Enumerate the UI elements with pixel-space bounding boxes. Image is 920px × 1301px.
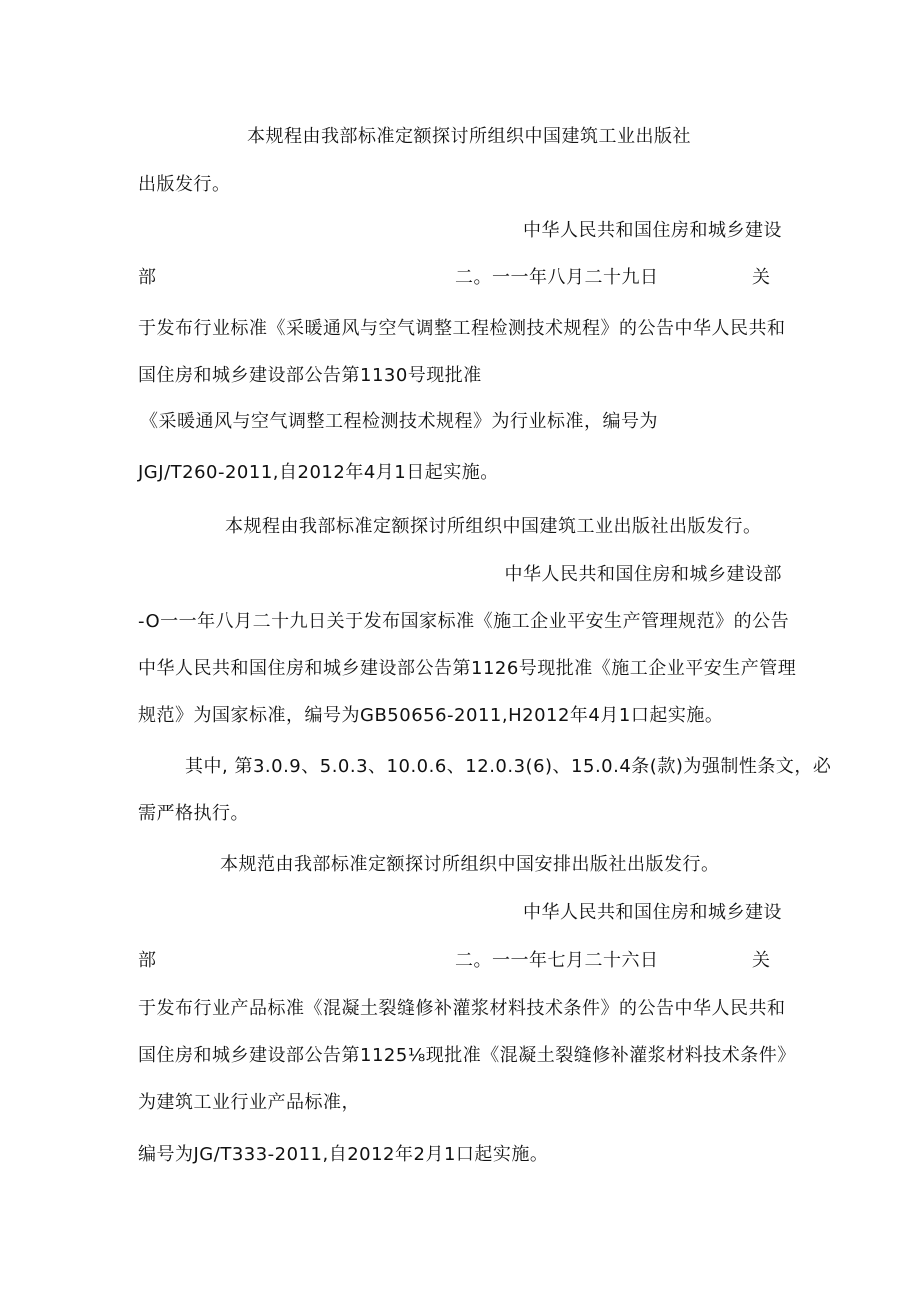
paragraph-line: 中华人民共和国住房和城乡建设部公告第1126号现批准《施工企业平安生产管理 (138, 658, 797, 679)
issuer-line: 中华人民共和国住房和城乡建设 (523, 902, 782, 923)
paragraph-line: 其中, 第3.0.9、5.0.3、10.0.6、12.0.3(6)、15.0.4条(款)为强制性条文，必 (185, 756, 832, 777)
paragraph-line: 编号为JG/T333-2011,自2012年2月1口起实施。 (138, 1144, 549, 1165)
paragraph-line: 国住房和城乡建设部公告第1130号现批准 (138, 365, 482, 386)
date-line: 二。一一年八月二十九日 (455, 267, 659, 288)
paragraph-line: 为建筑工业行业产品标准， (138, 1092, 360, 1113)
paragraph-start: 关 (752, 950, 771, 971)
paragraph-line: 国住房和城乡建设部公告第1125⅛现批准《混凝土裂缝修补灌浆材料技术条件》 (138, 1045, 796, 1066)
paragraph-line: 本规程由我部标准定额探讨所组织中国建筑工业出版社出版发行。 (225, 516, 762, 537)
paragraph-line: 于发布行业产品标准《混凝土裂缝修补灌浆材料技术条件》的公告中华人民共和 (138, 998, 786, 1019)
paragraph-line: 本规范由我部标准定额探讨所组织中国安排出版社出版发行。 (220, 854, 720, 875)
paragraph-start: 关 (752, 267, 771, 288)
paragraph-line: 出版发行。 (138, 174, 231, 195)
paragraph-line: 本规程由我部标准定额探讨所组织中国建筑工业出版社 (247, 126, 691, 147)
paragraph-line: 规范》为国家标准，编号为GB50656-2011,H2012年4月1口起实施。 (138, 705, 724, 726)
paragraph-line: 《采暖通风与空气调整工程检测技术规程》为行业标准，编号为 (140, 411, 658, 432)
paragraph-line: -O一一年八月二十九日关于发布国家标准《施工企业平安生产管理规范》的公告 (138, 611, 790, 632)
paragraph-line: JGJ/T260-2011,自2012年4月1日起实施。 (138, 462, 499, 483)
date-line: 二。一一年七月二十六日 (455, 950, 659, 971)
issuer-line-end: 部 (138, 267, 157, 288)
issuer-line: 中华人民共和国住房和城乡建设 (523, 220, 782, 241)
issuer-line: 中华人民共和国住房和城乡建设部 (504, 564, 782, 585)
paragraph-line: 需严格执行。 (138, 803, 249, 824)
issuer-line-end: 部 (138, 950, 157, 971)
paragraph-line: 于发布行业标准《采暖通风与空气调整工程检测技术规程》的公告中华人民共和 (138, 318, 786, 339)
